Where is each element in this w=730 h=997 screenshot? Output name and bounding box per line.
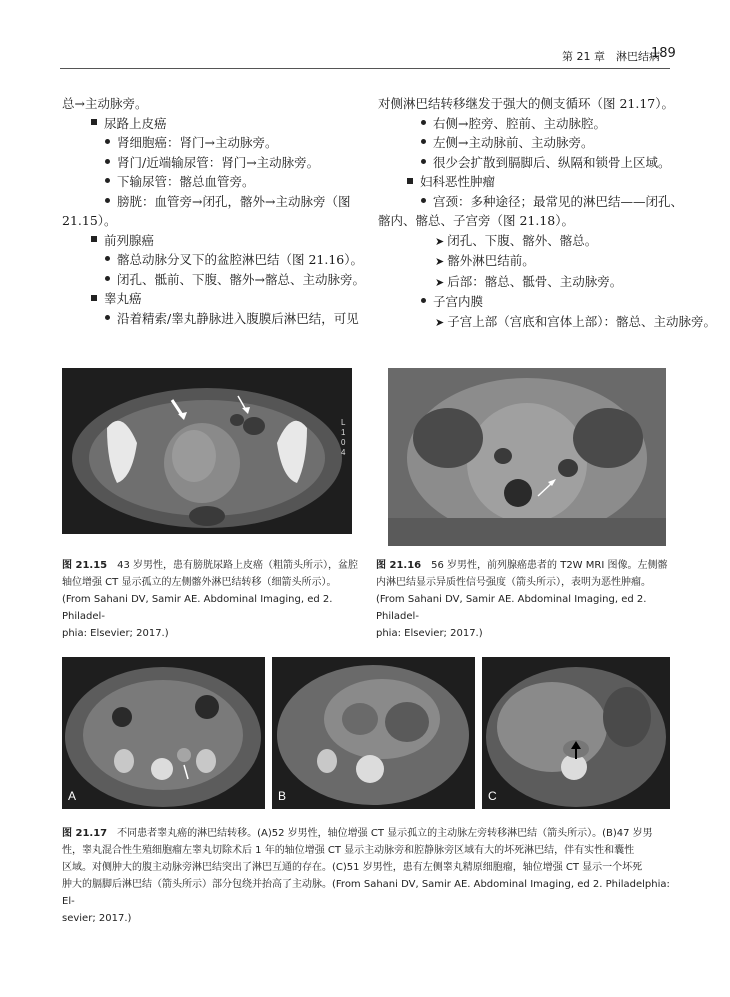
text-line <box>378 272 716 293</box>
text-line <box>378 114 716 134</box>
caption-line <box>376 591 676 625</box>
panel-c-label: C <box>488 789 497 803</box>
text-line <box>62 153 365 173</box>
round-bullet-icon <box>105 256 110 261</box>
caption-line <box>62 876 672 910</box>
text-line <box>378 312 716 333</box>
caption-label: 图 21.17 <box>62 828 108 839</box>
text-line-content: 肾细胞癌：肾门→主动脉旁。 <box>117 135 278 150</box>
text-line-content: 睾丸癌 <box>104 291 142 306</box>
figure-21-17-panel-a <box>62 657 265 809</box>
round-bullet-icon <box>421 120 426 125</box>
caption-line <box>62 859 672 876</box>
text-line <box>62 192 365 212</box>
text-line <box>378 211 716 231</box>
text-line <box>378 251 716 272</box>
text-line-content: 髂总动脉分叉下的盆腔淋巴结（图 21.16）。 <box>117 252 364 267</box>
text-line-content: 后部：髂总、骶骨、主动脉旁。 <box>447 273 623 289</box>
text-line <box>378 231 716 252</box>
text-line-content: 髂内、髂总、子宫旁（图 21.18）。 <box>378 213 575 228</box>
right-text-column <box>378 94 716 332</box>
round-bullet-icon <box>105 276 110 281</box>
caption-label: 图 21.16 <box>376 560 422 571</box>
text-line-content: 子宫上部（宫底和宫体上部）：髂总、主动脉旁。 <box>447 313 716 329</box>
caption-text: (From Sahani DV, Samir AE. Abdominal Imaging, ed 2. Philadel- <box>376 594 647 622</box>
text-line-content: 闭孔、下腹、髂外、髂总。 <box>447 232 598 248</box>
panel-b-label: B <box>278 789 287 803</box>
text-line <box>378 192 716 212</box>
text-line-content: 总→主动脉旁。 <box>62 96 148 111</box>
round-bullet-icon <box>105 139 110 144</box>
caption-label: 图 21.15 <box>62 560 108 571</box>
page-number: 189 <box>651 46 676 61</box>
text-line <box>378 133 716 153</box>
text-line <box>62 289 365 309</box>
text-line-content: 沿着精索/睾丸静脉进入腹膜后淋巴结，可见 <box>117 310 359 326</box>
text-line-content: 妇科恶性肿瘤 <box>420 174 496 189</box>
caption-line <box>62 557 362 574</box>
arrow-bullet-icon: ➤ <box>435 275 445 289</box>
round-bullet-icon <box>421 298 426 303</box>
figure-21-15-caption <box>62 557 362 642</box>
text-line <box>62 114 365 134</box>
text-line-content: 闭孔、骶前、下腹、髂外→髂总、主动脉旁。 <box>117 271 365 287</box>
round-bullet-icon <box>105 315 110 320</box>
figure-21-15-ct-image <box>62 368 352 534</box>
text-line-content: 膀胱：血管旁→闭孔，髂外→主动脉旁（图 <box>117 193 351 209</box>
text-line-content: 前列腺癌 <box>104 232 155 248</box>
caption-text: 不同患者睾丸癌的淋巴结转移。(A)52 岁男性，轴位增强 CT 显示孤立的主动脉左旁转移淋巴结（箭头所示）。(B)47 岁男 <box>117 828 653 839</box>
figure-21-17-caption <box>62 825 672 927</box>
text-line-content: 下输尿管：髂总血管旁。 <box>117 174 255 189</box>
caption-text: 内淋巴结显示异质性信号强度（箭头所示），表明为恶性肿瘤。 <box>376 577 651 588</box>
running-header-chapter: 第 21 章 淋巴结病 <box>562 50 660 63</box>
arrow-bullet-icon: ➤ <box>435 234 445 248</box>
text-line-content: 右侧→腔旁、腔前、主动脉腔。 <box>433 115 606 131</box>
header-rule <box>60 68 670 69</box>
text-line-content: 21.15）。 <box>62 213 117 228</box>
text-line <box>378 94 716 114</box>
caption-text: 区域。对侧肿大的腹主动脉旁淋巴结突出了淋巴互通的存在。(C)51 岁男性，患有左侧睾丸精原细胞瘤，轴位增强 CT 显示一个坏死 <box>62 862 643 873</box>
text-line-content: 尿路上皮癌 <box>104 115 167 131</box>
caption-text: 56 岁男性，前列腺癌患者的 T2W MRI 图像。左侧髂 <box>431 560 668 571</box>
round-bullet-icon <box>105 198 110 203</box>
caption-line <box>62 825 672 842</box>
round-bullet-icon <box>421 198 426 203</box>
square-bullet-icon <box>91 295 97 301</box>
caption-line <box>376 557 676 574</box>
text-line-content: 肾门/近端输尿管：肾门→主动脉旁。 <box>117 154 320 170</box>
figure-21-17-panel-b <box>272 657 475 809</box>
caption-text: phia: Elsevier; 2017.) <box>62 628 169 639</box>
left-text-column <box>62 94 365 328</box>
text-line-content: 很少会扩散到膈脚后、纵隔和锁骨上区域。 <box>433 154 671 170</box>
round-bullet-icon <box>105 159 110 164</box>
text-line <box>378 292 716 312</box>
caption-line <box>62 625 362 642</box>
figure-21-16-mri-image <box>388 368 666 546</box>
text-line-content: 子宫内膜 <box>433 294 484 309</box>
panel-a-label: A <box>68 789 77 803</box>
caption-line <box>376 574 676 591</box>
figure-21-15-side-marker: L 1 0 4 <box>341 418 346 457</box>
square-bullet-icon <box>91 119 97 125</box>
caption-line <box>62 910 672 927</box>
round-bullet-icon <box>421 139 426 144</box>
caption-text: 43 岁男性，患有膀胱尿路上皮癌（粗箭头所示），盆腔 <box>117 560 359 571</box>
text-line <box>62 172 365 192</box>
text-line <box>378 172 716 192</box>
caption-text: (From Sahani DV, Samir AE. Abdominal Imaging, ed 2. Philadel- <box>62 594 333 622</box>
square-bullet-icon <box>91 236 97 242</box>
text-line-content: 髂外淋巴结前。 <box>447 253 535 268</box>
round-bullet-icon <box>105 178 110 183</box>
text-line <box>62 133 365 153</box>
caption-text: 性，睾丸混合性生殖细胞瘤左睾丸切除术后 1 年的轴位增强 CT 显示主动脉旁和腔静脉旁区域有大的坏死淋巴结，伴有实性和囊性 <box>62 845 635 856</box>
text-line <box>378 153 716 173</box>
caption-line <box>376 625 676 642</box>
caption-line <box>62 591 362 625</box>
figure-21-16-caption <box>376 557 676 642</box>
arrow-bullet-icon: ➤ <box>435 315 445 329</box>
caption-text: 轴位增强 CT 显示孤立的左侧髂外淋巴结转移（细箭头所示）。 <box>62 577 337 588</box>
caption-text: phia: Elsevier; 2017.) <box>376 628 483 639</box>
square-bullet-icon <box>407 178 413 184</box>
round-bullet-icon <box>421 159 426 164</box>
text-line <box>62 231 365 251</box>
caption-line <box>62 574 362 591</box>
text-line <box>62 94 365 114</box>
text-line-content: 宫颈：多种途径；最常见的淋巴结——闭孔、 <box>433 193 684 209</box>
text-line <box>62 270 365 290</box>
caption-text: 肿大的膈脚后淋巴结（箭头所示）部分包绕并抬高了主动脉。(From Sahani DV, Samir AE. Abdominal Imaging, ed 2. Philadelphia: El- <box>62 879 670 907</box>
arrow-bullet-icon: ➤ <box>435 255 445 268</box>
text-line <box>62 309 365 329</box>
text-line-content: 左侧→主动脉前、主动脉旁。 <box>433 135 594 150</box>
text-line-content: 对侧淋巴结转移继发于强大的侧支循环（图 21.17）。 <box>378 96 675 111</box>
text-line <box>62 250 365 270</box>
caption-text: sevier; 2017.) <box>62 913 132 924</box>
figure-21-17-panel-c <box>482 657 670 809</box>
text-line <box>62 211 365 231</box>
caption-line <box>62 842 672 859</box>
